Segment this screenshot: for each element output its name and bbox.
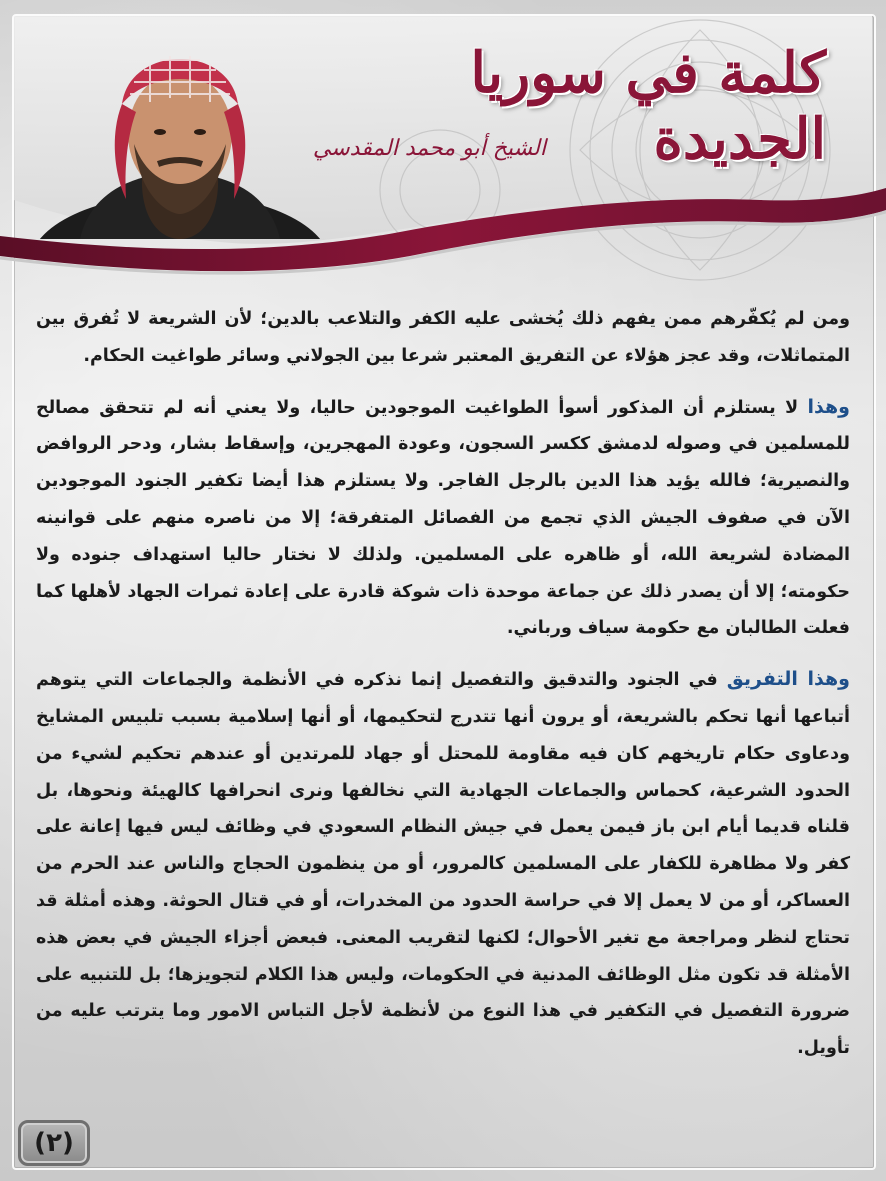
author-portrait — [30, 24, 330, 239]
paragraph-lead: وهذا التفريق — [726, 668, 850, 691]
article-body — [36, 300, 850, 1081]
paragraph-text: في الجنود والتدقيق والتفصيل إنما نذكره في الأنظمة والجماعات التي يتوهم أتباعها أنها تحكم بالشريعة، أو يرون أنها تتدرج لتحكيمها، أو أنها إسلامية بسبب تلبيس المشايخ ودعاوى حكام تاريخهم كان فيه مقاومة للمحتل أو جهاد للمرتدين أو عندهم تحكيم لشيء من الحدود الشرعية، كحماس والجماعات الجهادية التي نخالفها ونرى انحرافها كالهيئة ونحوها، بل قلناه قديما أيام ابن باز فيمن يعمل في جيش النظام السعودي في وظائف ليس فيها إعانة على كفر ولا مظاهرة للكفار على المسلمين كالمرور، أو من ينظمون الحجاج والناس عند الحرم من العساكر، أو من لا يعمل إلا في حراسة الحدود من المخدرات، أو في قتال الحوثة. وهذه أمثلة قد تحتاج لنظر ومراجعة مع تغير الأحوال؛ لكنها لتقريب المعنى. فبعض أجزاء الجيش في بعض هذه الأمثلة قد تكون مثل الوظائف المدنية في الحكومات، وليس هذا الكلام لتجويزها؛ بل للتنبيه على ضرورة التفصيل في التكفير في هذا النوع من لأنظمة لأجل التباس الامور وما يترتب عليه من تأويل. — [36, 670, 850, 1059]
header-banner — [0, 0, 886, 290]
paragraph-1 — [36, 300, 850, 375]
paragraph-text: لا يستلزم أن المذكور أسوأ الطواغيت الموجودين حاليا، ولا يعني أنه لم تتحقق مصالح للمسلمين في وصوله لدمشق ككسر السجون، وعودة المهجرين، وإسقاط بشار، ودحر الروافض والنصيرية؛ فالله يؤيد هذا الدين بالرجل الفاجر. ولا يستلزم هذا أيضا تكفير الجنود الموجودين الآن في صفوف الجيش الذي تجمع من الفصائل المتفرقة؛ إلا من ناصره منهم على قوانينه المضادة لشريعة الله، أو ظاهره على المسلمين. ولذلك لا نختار حاليا استهداف جنوده ولا حكومته؛ إلا أن يصدر ذلك عن جماعة موحدة ذات شوكة قادرة على إعادة ثمرات الجهاد لأهلها كما فعلت الطالبان مع حكومة سياف ورباني. — [36, 397, 850, 639]
paragraph-2 — [36, 389, 850, 648]
page-title: كلمة في سوريا الجديدة — [470, 40, 826, 172]
paragraph-text: ومن لم يُكفّرهم ممن يفهم ذلك يُخشى عليه الكفر والتلاعب بالدين؛ لأن الشريعة لا تُفرق بين المتماثلات، وقد عجز هؤلاء عن التفريق المعتبر شرعا بين الجولاني وسائر طواغيت الحكام. — [36, 309, 850, 366]
author-name: الشيخ أبو محمد المقدسي — [312, 136, 546, 161]
page-number-badge: (٢) — [18, 1120, 90, 1166]
paragraph-lead: وهذا — [807, 395, 850, 418]
paragraph-3 — [36, 661, 850, 1067]
